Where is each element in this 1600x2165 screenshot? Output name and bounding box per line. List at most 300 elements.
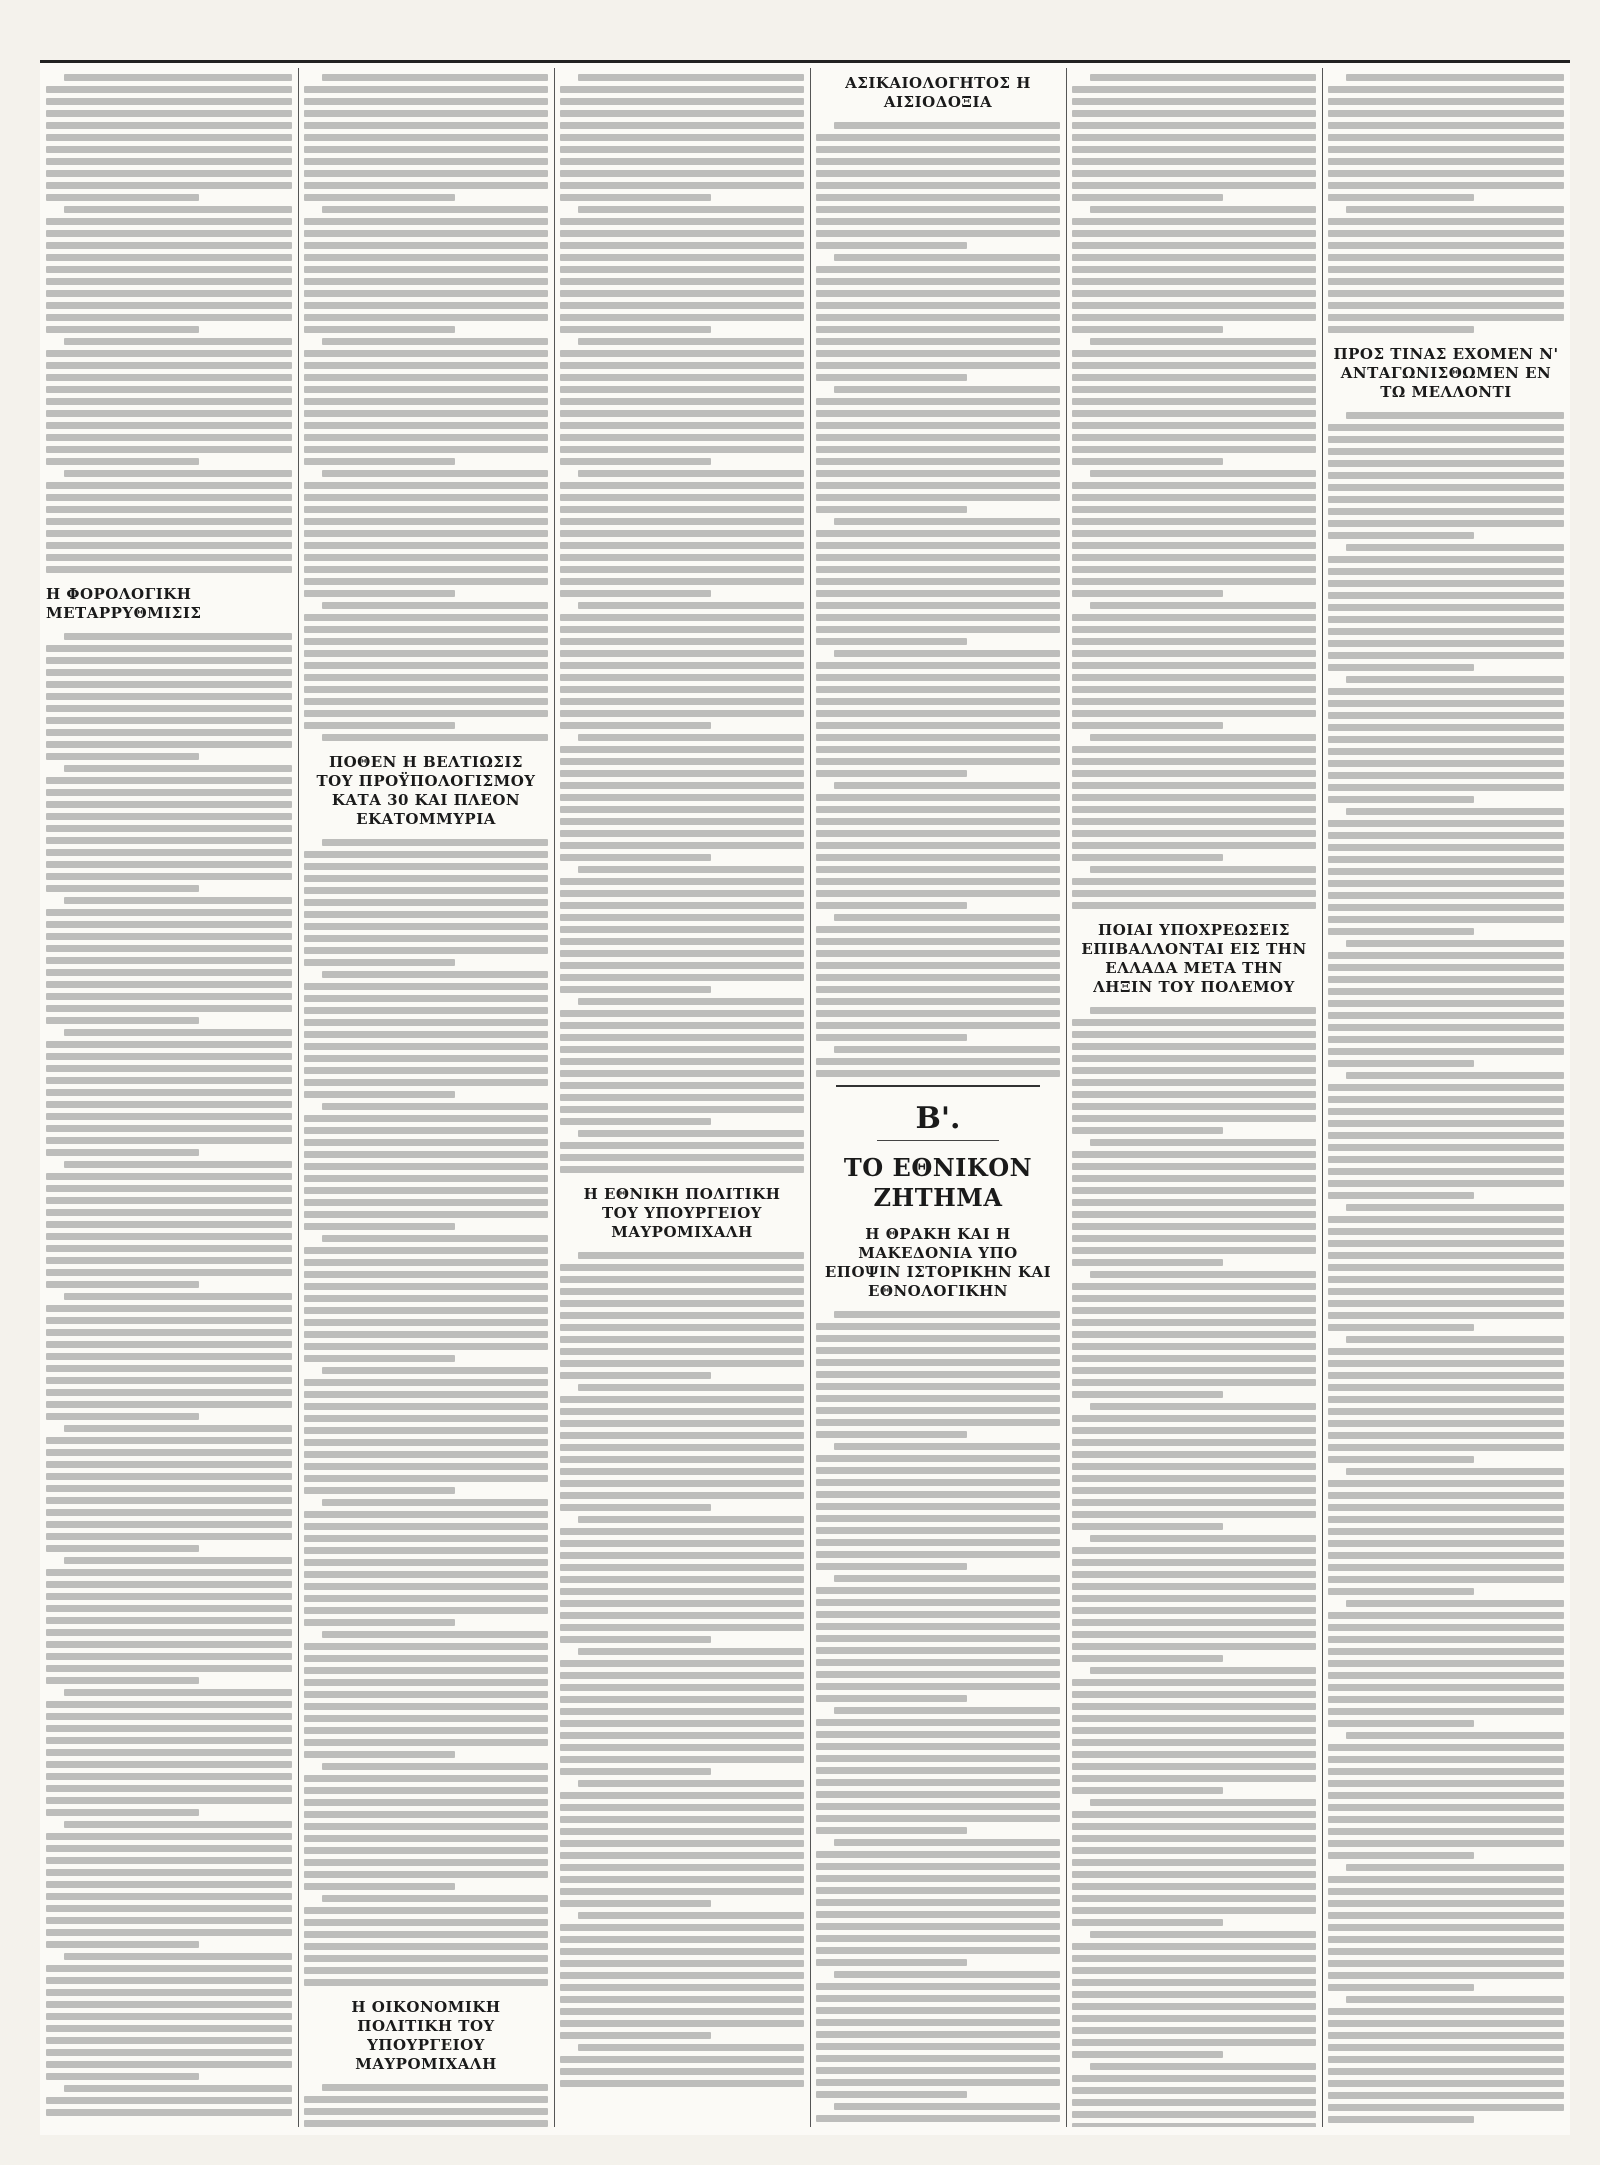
text-line-placeholder	[46, 885, 199, 892]
text-line-placeholder	[1072, 1247, 1316, 1254]
text-line-placeholder	[560, 566, 804, 573]
text-line-placeholder	[1328, 1972, 1564, 1979]
text-line-placeholder	[1072, 1691, 1316, 1698]
text-line-placeholder	[1328, 1144, 1564, 1151]
text-line-placeholder	[560, 1564, 804, 1571]
text-line-placeholder	[46, 753, 199, 760]
text-line-placeholder	[46, 981, 292, 988]
text-line-placeholder	[304, 863, 548, 870]
text-line-placeholder	[1072, 1595, 1316, 1602]
text-line-placeholder	[1328, 1168, 1564, 1175]
text-line-placeholder	[304, 1751, 455, 1758]
text-line-placeholder	[1072, 1979, 1316, 1986]
text-line-placeholder	[1072, 626, 1316, 633]
text-line-placeholder	[578, 470, 804, 477]
text-line-placeholder	[560, 98, 804, 105]
text-line-placeholder	[816, 206, 1060, 213]
text-line-placeholder	[1328, 1804, 1564, 1811]
text-line-placeholder	[1090, 1403, 1316, 1410]
text-line-placeholder	[1072, 2027, 1316, 2034]
text-line-placeholder	[46, 825, 292, 832]
text-line-placeholder	[1328, 1024, 1564, 1031]
text-line-placeholder	[304, 1547, 548, 1554]
text-line-placeholder	[46, 1077, 292, 1084]
text-line-placeholder	[46, 645, 292, 652]
text-line-placeholder	[560, 242, 804, 249]
text-line-placeholder	[46, 957, 292, 964]
text-line-placeholder	[560, 1396, 804, 1403]
text-line-placeholder	[1072, 350, 1316, 357]
section-heading: Η ΦΟΡΟΛΟΓΙΚΗ ΜΕΤΑΡΡΥΘΜΙΣΙΣ	[46, 585, 202, 622]
text-line-placeholder	[1072, 1211, 1316, 1218]
text-line-placeholder	[560, 1768, 711, 1775]
text-line-placeholder	[1072, 266, 1316, 273]
text-line-placeholder	[1328, 2068, 1564, 2075]
text-line-placeholder	[560, 158, 804, 165]
text-line-placeholder	[816, 902, 967, 909]
text-line-placeholder	[1072, 1163, 1316, 1170]
text-line-placeholder	[560, 218, 804, 225]
text-line-placeholder	[304, 1583, 548, 1590]
text-line-placeholder	[560, 1432, 804, 1439]
text-line-placeholder	[304, 1475, 548, 1482]
text-line-placeholder	[46, 2013, 292, 2020]
text-line-placeholder	[46, 1437, 292, 1444]
text-line-placeholder	[560, 1348, 804, 1355]
text-line-placeholder	[304, 650, 548, 657]
text-line-placeholder	[1072, 1331, 1316, 1338]
text-line-placeholder	[1328, 976, 1564, 983]
text-line-placeholder	[560, 1300, 804, 1307]
text-line-placeholder	[816, 1323, 1060, 1330]
text-line-placeholder	[46, 1209, 292, 1216]
text-line-placeholder	[304, 458, 455, 465]
text-line-placeholder	[322, 971, 548, 978]
text-line-placeholder	[1072, 686, 1316, 693]
text-line-placeholder	[1072, 218, 1316, 225]
text-line-placeholder	[1328, 1192, 1474, 1199]
text-line-placeholder	[64, 338, 292, 345]
text-line-placeholder	[46, 1857, 292, 1864]
text-line-placeholder	[816, 1779, 1060, 1786]
text-line-placeholder	[560, 1948, 804, 1955]
text-line-placeholder	[64, 1425, 292, 1432]
text-line-placeholder	[1072, 614, 1316, 621]
text-line-placeholder	[560, 1312, 804, 1319]
text-line-placeholder	[1328, 1180, 1564, 1187]
text-line-placeholder	[1328, 1696, 1564, 1703]
text-line-placeholder	[1072, 698, 1316, 705]
text-block	[1328, 74, 1564, 333]
text-line-placeholder	[1328, 1528, 1564, 1535]
text-line-placeholder	[46, 1113, 292, 1120]
text-line-placeholder	[46, 122, 292, 129]
text-line-placeholder	[560, 650, 804, 657]
text-line-placeholder	[46, 1593, 292, 1600]
text-line-placeholder	[304, 1307, 548, 1314]
text-line-placeholder	[560, 1528, 804, 1535]
text-line-placeholder	[46, 494, 292, 501]
text-line-placeholder	[816, 1647, 1060, 1654]
text-line-placeholder	[1072, 182, 1316, 189]
text-line-placeholder	[304, 614, 548, 621]
text-line-placeholder	[816, 1058, 1060, 1065]
text-line-placeholder	[46, 134, 292, 141]
text-line-placeholder	[560, 614, 804, 621]
text-line-placeholder	[816, 1371, 1060, 1378]
text-line-placeholder	[1072, 2051, 1223, 2058]
text-line-placeholder	[1072, 1175, 1316, 1182]
text-line-placeholder	[46, 2061, 292, 2068]
text-line-placeholder	[1328, 2044, 1564, 2051]
text-line-placeholder	[46, 777, 292, 784]
text-line-placeholder	[560, 530, 804, 537]
text-line-placeholder	[1072, 1379, 1316, 1386]
text-line-placeholder	[816, 1010, 1060, 1017]
text-line-placeholder	[46, 1353, 292, 1360]
text-line-placeholder	[46, 1665, 292, 1672]
text-line-placeholder	[578, 1384, 804, 1391]
text-line-placeholder	[46, 170, 292, 177]
text-line-placeholder	[1328, 242, 1564, 249]
text-line-placeholder	[560, 194, 711, 201]
text-line-placeholder	[816, 710, 1060, 717]
text-line-placeholder	[560, 1996, 804, 2003]
text-line-placeholder	[304, 1439, 548, 1446]
text-line-placeholder	[816, 1070, 1060, 1077]
text-line-placeholder	[304, 1427, 548, 1434]
text-line-placeholder	[560, 1708, 804, 1715]
text-line-placeholder	[304, 1835, 548, 1842]
text-line-placeholder	[834, 254, 1060, 261]
text-line-placeholder	[1328, 1780, 1564, 1787]
text-line-placeholder	[46, 1521, 292, 1528]
text-line-placeholder	[560, 422, 804, 429]
text-line-placeholder	[1328, 1132, 1564, 1139]
text-line-placeholder	[1328, 2116, 1474, 2123]
text-line-placeholder	[304, 158, 548, 165]
text-line-placeholder	[578, 998, 804, 1005]
text-line-placeholder	[560, 146, 804, 153]
text-line-placeholder	[1328, 928, 1474, 935]
text-block	[304, 2084, 548, 2127]
text-line-placeholder	[1328, 1228, 1564, 1235]
text-line-placeholder	[304, 1163, 548, 1170]
text-line-placeholder	[816, 458, 1060, 465]
text-line-placeholder	[46, 530, 292, 537]
text-line-placeholder	[1328, 1552, 1564, 1559]
text-line-placeholder	[1328, 1840, 1564, 1847]
text-line-placeholder	[834, 386, 1060, 393]
text-line-placeholder	[1328, 1156, 1564, 1163]
text-line-placeholder	[560, 1576, 804, 1583]
column-rule	[298, 68, 299, 2127]
text-line-placeholder	[560, 1552, 804, 1559]
text-line-placeholder	[1072, 1559, 1316, 1566]
text-line-placeholder	[816, 1995, 1060, 2002]
text-line-placeholder	[1328, 664, 1474, 671]
text-line-placeholder	[816, 830, 1060, 837]
text-line-placeholder	[1072, 398, 1316, 405]
text-line-placeholder	[560, 230, 804, 237]
text-line-placeholder	[1072, 170, 1316, 177]
text-line-placeholder	[816, 302, 1060, 309]
text-line-placeholder	[1346, 412, 1564, 419]
text-line-placeholder	[560, 1046, 804, 1053]
text-line-placeholder	[1328, 892, 1564, 899]
text-line-placeholder	[1072, 2099, 1316, 2106]
text-line-placeholder	[560, 746, 804, 753]
text-line-placeholder	[1072, 1199, 1316, 1206]
text-line-placeholder	[1072, 1103, 1316, 1110]
text-line-placeholder	[46, 1677, 199, 1684]
text-line-placeholder	[1072, 230, 1316, 237]
text-line-placeholder	[560, 590, 711, 597]
text-line-placeholder	[46, 554, 292, 561]
text-line-placeholder	[1328, 1384, 1564, 1391]
text-line-placeholder	[304, 1259, 548, 1266]
text-line-placeholder	[1328, 1936, 1564, 1943]
text-line-placeholder	[560, 1732, 804, 1739]
text-line-placeholder	[816, 1875, 1060, 1882]
text-line-placeholder	[46, 1401, 292, 1408]
text-line-placeholder	[46, 945, 292, 952]
text-line-placeholder	[1328, 700, 1564, 707]
text-line-placeholder	[816, 842, 1060, 849]
text-line-placeholder	[1346, 1204, 1564, 1211]
text-line-placeholder	[1072, 482, 1316, 489]
section-heading: Η ΕΘΝΙΚΗ ΠΟΛΙΤΙΚΗ ΤΟΥ ΥΠΟΥΡΓΕΙΟΥ ΜΑΥΡΟΜΙΧΑΛΗ	[583, 1185, 781, 1241]
text-line-placeholder	[322, 1235, 548, 1242]
text-line-placeholder	[560, 1876, 804, 1883]
text-line-placeholder	[1072, 806, 1316, 813]
text-line-placeholder	[816, 938, 1060, 945]
text-line-placeholder	[1072, 1703, 1316, 1710]
text-line-placeholder	[64, 1029, 292, 1036]
text-line-placeholder	[304, 578, 548, 585]
text-line-placeholder	[304, 1451, 548, 1458]
text-line-placeholder	[304, 1091, 455, 1098]
text-line-placeholder	[1072, 1871, 1316, 1878]
text-line-placeholder	[1072, 1583, 1316, 1590]
text-line-placeholder	[1072, 290, 1316, 297]
text-line-placeholder	[816, 806, 1060, 813]
text-line-placeholder	[560, 1154, 804, 1161]
text-line-placeholder	[1328, 218, 1564, 225]
text-line-placeholder	[46, 1737, 292, 1744]
text-line-placeholder	[46, 158, 292, 165]
text-line-placeholder	[816, 1683, 1060, 1690]
text-line-placeholder	[1328, 1036, 1564, 1043]
text-line-placeholder	[1328, 1888, 1564, 1895]
text-line-placeholder	[578, 1912, 804, 1919]
text-line-placeholder	[322, 1499, 548, 1506]
text-line-placeholder	[1328, 484, 1564, 491]
text-line-placeholder	[560, 1792, 804, 1799]
text-line-placeholder	[46, 1893, 292, 1900]
text-line-placeholder	[560, 1816, 804, 1823]
text-line-placeholder	[816, 446, 1060, 453]
text-line-placeholder	[816, 1599, 1060, 1606]
text-line-placeholder	[816, 1671, 1060, 1678]
text-line-placeholder	[304, 518, 548, 525]
text-line-placeholder	[560, 122, 804, 129]
text-line-placeholder	[304, 290, 548, 297]
text-line-placeholder	[1328, 1060, 1474, 1067]
text-line-placeholder	[560, 854, 711, 861]
text-line-placeholder	[46, 1221, 292, 1228]
text-line-placeholder	[1328, 568, 1564, 575]
text-line-placeholder	[560, 1588, 804, 1595]
text-line-placeholder	[1072, 1415, 1316, 1422]
text-line-placeholder	[304, 398, 548, 405]
text-line-placeholder	[1328, 916, 1564, 923]
text-line-placeholder	[304, 1943, 548, 1950]
text-line-placeholder	[1090, 1535, 1316, 1542]
text-line-placeholder	[560, 770, 804, 777]
text-line-placeholder	[1090, 866, 1316, 873]
text-line-placeholder	[560, 302, 804, 309]
text-line-placeholder	[46, 194, 199, 201]
text-line-placeholder	[560, 494, 804, 501]
text-line-placeholder	[560, 926, 804, 933]
text-line-placeholder	[560, 110, 804, 117]
text-line-placeholder	[1328, 122, 1564, 129]
text-line-placeholder	[1072, 458, 1223, 465]
text-line-placeholder	[304, 1055, 548, 1062]
text-line-placeholder	[1328, 1492, 1564, 1499]
text-line-placeholder	[816, 722, 1060, 729]
text-line-placeholder	[46, 410, 292, 417]
divider	[836, 1085, 1040, 1087]
text-line-placeholder	[1328, 1852, 1474, 1859]
text-line-placeholder	[1328, 496, 1564, 503]
text-line-placeholder	[46, 1629, 292, 1636]
text-line-placeholder	[1072, 1859, 1316, 1866]
text-line-placeholder	[46, 1725, 292, 1732]
section-title: ΤΟ ΕΘΝΙΚΟΝ ΖΗΤΗΜΑ	[843, 1153, 1033, 1212]
text-line-placeholder	[304, 254, 548, 261]
text-line-placeholder	[1328, 1216, 1564, 1223]
text-line-placeholder	[1072, 1883, 1316, 1890]
text-line-placeholder	[816, 1491, 1060, 1498]
section-heading: ΠΡΟΣ ΤΙΝΑΣ ΕΧΟΜΕΝ Ν' ΑΝΤΑΓΩΝΙΣΘΩΜΕΝ ΕΝ ΤΩ ΜΕΛΛΟΝΤΙ	[1333, 345, 1559, 401]
text-line-placeholder	[560, 482, 804, 489]
text-line-placeholder	[46, 1413, 199, 1420]
text-line-placeholder	[1328, 1648, 1564, 1655]
text-line-placeholder	[322, 1895, 548, 1902]
text-line-placeholder	[46, 1845, 292, 1852]
text-line-placeholder	[560, 1612, 804, 1619]
text-line-placeholder	[46, 2097, 292, 2104]
text-line-placeholder	[1328, 688, 1564, 695]
text-line-placeholder	[46, 446, 292, 453]
text-line-placeholder	[560, 266, 804, 273]
text-line-placeholder	[304, 1667, 548, 1674]
text-line-placeholder	[1328, 2008, 1564, 2015]
text-line-placeholder	[46, 290, 292, 297]
text-line-placeholder	[1328, 556, 1564, 563]
text-line-placeholder	[816, 2007, 1060, 2014]
text-line-placeholder	[578, 1252, 804, 1259]
text-line-placeholder	[322, 74, 548, 81]
text-line-placeholder	[560, 1888, 804, 1895]
text-line-placeholder	[1072, 1763, 1316, 1770]
text-line-placeholder	[304, 1859, 548, 1866]
text-line-placeholder	[816, 674, 1060, 681]
text-line-placeholder	[1328, 1372, 1564, 1379]
text-line-placeholder	[46, 1041, 292, 1048]
text-line-placeholder	[560, 1372, 711, 1379]
text-line-placeholder	[816, 1959, 967, 1966]
text-line-placeholder	[578, 1780, 804, 1787]
text-line-placeholder	[304, 1463, 548, 1470]
text-line-placeholder	[1090, 1799, 1316, 1806]
text-line-placeholder	[1346, 1864, 1564, 1871]
text-line-placeholder	[816, 266, 1060, 273]
text-line-placeholder	[560, 1684, 804, 1691]
text-line-placeholder	[1328, 2104, 1564, 2111]
text-block	[1328, 412, 1564, 2127]
section-heading: Η ΟΙΚΟΝΟΜΙΚΗ ΠΟΛΙΤΙΚΗ ΤΟΥ ΥΠΟΥΡΓΕΙΟΥ ΜΑΥΡΟΜΙΧΑΛΗ	[351, 1998, 501, 2073]
text-line-placeholder	[1072, 746, 1316, 753]
text-line-placeholder	[1072, 1823, 1316, 1830]
text-line-placeholder	[1090, 1007, 1316, 1014]
text-line-placeholder	[560, 182, 804, 189]
text-line-placeholder	[1072, 1151, 1316, 1158]
text-line-placeholder	[1328, 1288, 1564, 1295]
text-line-placeholder	[560, 1600, 804, 1607]
text-line-placeholder	[816, 218, 1060, 225]
text-line-placeholder	[304, 302, 548, 309]
text-line-placeholder	[46, 2001, 292, 2008]
text-line-placeholder	[1072, 854, 1223, 861]
text-line-placeholder	[304, 911, 548, 918]
column-4	[816, 74, 1060, 2127]
text-line-placeholder	[816, 506, 967, 513]
text-line-placeholder	[1072, 530, 1316, 537]
text-line-placeholder	[1072, 1547, 1316, 1554]
text-line-placeholder	[1328, 448, 1564, 455]
text-line-placeholder	[816, 1551, 1060, 1558]
text-line-placeholder	[1328, 868, 1564, 875]
text-line-placeholder	[816, 182, 1060, 189]
text-line-placeholder	[64, 206, 292, 213]
text-line-placeholder	[816, 890, 1060, 897]
text-line-placeholder	[560, 1118, 711, 1125]
text-line-placeholder	[816, 1587, 1060, 1594]
text-line-placeholder	[1090, 1931, 1316, 1938]
text-line-placeholder	[46, 993, 292, 1000]
text-line-placeholder	[304, 590, 455, 597]
text-line-placeholder	[304, 146, 548, 153]
text-line-placeholder	[1072, 1511, 1316, 1518]
text-line-placeholder	[1072, 446, 1316, 453]
text-line-placeholder	[1328, 1240, 1564, 1247]
text-line-placeholder	[834, 122, 1060, 129]
text-line-placeholder	[816, 590, 1060, 597]
text-line-placeholder	[578, 1130, 804, 1137]
text-line-placeholder	[322, 338, 548, 345]
text-line-placeholder	[560, 1804, 804, 1811]
text-line-placeholder	[46, 1053, 292, 1060]
text-line-placeholder	[1072, 158, 1316, 165]
text-line-placeholder	[816, 2031, 1060, 2038]
text-line-placeholder	[46, 482, 292, 489]
text-line-placeholder	[1346, 808, 1564, 815]
text-line-placeholder	[46, 362, 292, 369]
text-line-placeholder	[304, 1691, 548, 1698]
